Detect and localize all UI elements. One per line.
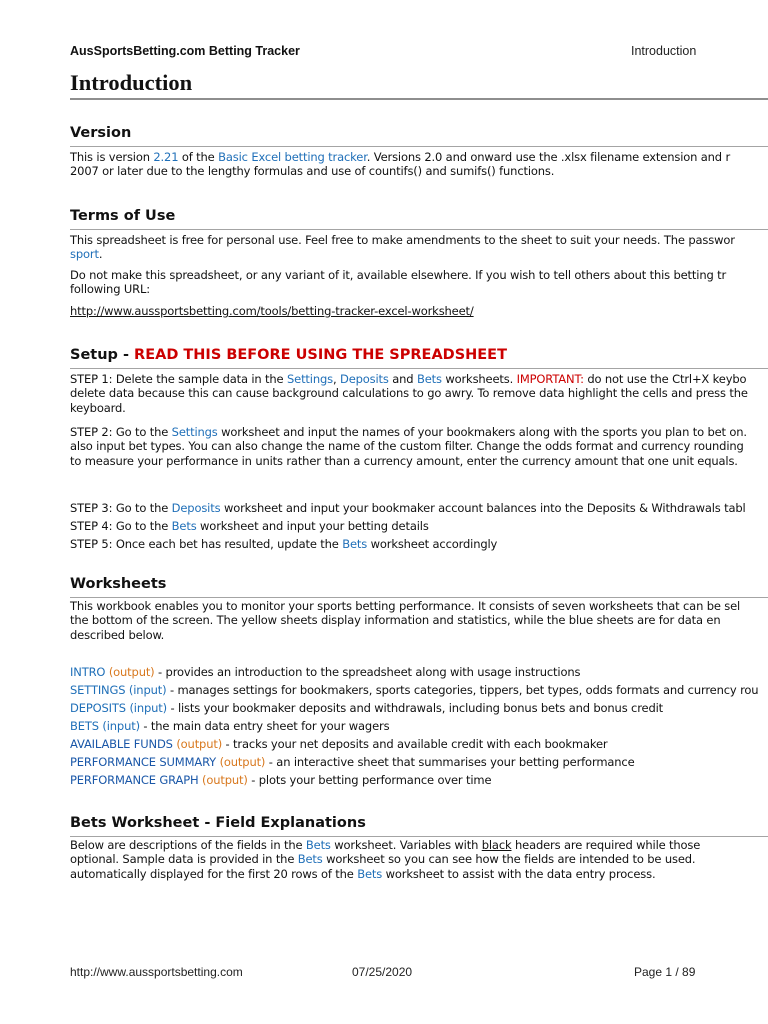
bets-fields-divider [70, 836, 768, 837]
page-number: Page 1 / 89 [634, 965, 696, 979]
list-item: AVAILABLE FUNDS (output) - tracks your net deposits and available credit with each bookmaker [70, 737, 608, 751]
version-divider [70, 146, 768, 147]
worksheets-heading: Worksheets [70, 576, 167, 592]
worksheet-name: DEPOSITS [70, 701, 126, 715]
tracker-url-link[interactable]: http://www.aussportsbetting.com/tools/betting-tracker-excel-worksheet/ [70, 304, 474, 318]
terms-divider [70, 229, 768, 230]
document-title: AusSportsBetting.com Betting Tracker [70, 44, 300, 58]
step-2: STEP 2: Go to the Settings worksheet and input the names of your bookmakers along with the sports you plan to bet on. also input bet types. You can also change the name of the custom filter. Change the odds format and currency rounding to measure your performance in units rather than a currency amount, enter the currency amount that one unit equals. [70, 425, 747, 468]
list-item: INTRO (output) - provides an introduction to the spreadsheet along with usage instructions [70, 665, 581, 679]
terms-heading: Terms of Use [70, 208, 176, 224]
version-paragraph: This is version 2.21 of the Basic Excel betting tracker. Versions 2.0 and onward use the .xlsx filename extension and r 2007 or later due to the lengthy formulas and use of countifs() and sumifs() functions. [70, 150, 731, 179]
step-5: STEP 5: Once each bet has resulted, update the Bets worksheet accordingly [70, 537, 498, 551]
list-item: SETTINGS (input) - manages settings for bookmakers, sports categories, tippers, bet types, odds formats and currency rou [70, 683, 759, 697]
list-item: PERFORMANCE SUMMARY (output) - an interactive sheet that summarises your betting performance [70, 755, 635, 769]
password-word: sport [70, 247, 99, 262]
worksheet-name: PERFORMANCE SUMMARY [70, 755, 217, 769]
bets-fields-heading: Bets Worksheet - Field Explanations [70, 815, 366, 831]
version-number: 2.21 [153, 150, 179, 164]
list-item: BETS (input) - the main data entry sheet for your wagers [70, 719, 390, 733]
worksheet-name: SETTINGS [70, 683, 126, 697]
black-headers-term: black [481, 838, 512, 852]
worksheet-name: PERFORMANCE GRAPH [70, 773, 199, 787]
version-heading: Version [70, 125, 132, 141]
terms-paragraph-2: Do not make this spreadsheet, or any variant of it, available elsewhere. If you wish to tell others about this betting tr following URL: [70, 268, 727, 297]
page-title: Introduction [70, 70, 193, 95]
worksheet-name: INTRO [70, 665, 106, 679]
terms-paragraph-1: This spreadsheet is free for personal use. Feel free to make amendments to the sheet to suit your needs. The passwor sport. [70, 233, 735, 262]
step-3: STEP 3: Go to the Deposits worksheet and input your bookmaker account balances into the Deposits & Withdrawals tabl [70, 501, 746, 515]
important-label: IMPORTANT: [516, 372, 584, 386]
list-item: DEPOSITS (input) - lists your bookmaker deposits and withdrawals, including bonus bets and bonus credit [70, 701, 664, 715]
worksheets-divider [70, 597, 768, 598]
header-section-name: Introduction [631, 44, 697, 58]
setup-divider [70, 368, 768, 369]
footer-date: 07/25/2020 [352, 965, 413, 979]
worksheets-paragraph: This workbook enables you to monitor your sports betting performance. It consists of seven worksheets that can be sel the bottom of the screen. The yellow sheets display information and statistics, while the blue sheets are for data en described below. [70, 599, 741, 642]
bets-fields-paragraph: Below are descriptions of the fields in the Bets worksheet. Variables with black headers are required while those optional. Sample data is provided in the Bets worksheet so you can see how the fields are intended to be used. automatically displayed for the first 20 rows of the Bets worksheet to assist with the data entry process. [70, 838, 701, 881]
title-divider [70, 98, 768, 100]
list-item: PERFORMANCE GRAPH (output) - plots your betting performance over time [70, 773, 492, 787]
worksheet-list [70, 665, 768, 791]
worksheet-name: BETS [70, 719, 99, 733]
setup-heading: Setup - READ THIS BEFORE USING THE SPREADSHEET [70, 347, 507, 363]
product-name: Basic Excel betting tracker [218, 150, 367, 164]
footer-url: http://www.aussportsbetting.com [70, 965, 243, 979]
step-4: STEP 4: Go to the Bets worksheet and input your betting details [70, 519, 429, 533]
worksheet-name: AVAILABLE FUNDS [70, 737, 173, 751]
setup-warning: READ THIS BEFORE USING THE SPREADSHEET [134, 347, 507, 363]
step-1: STEP 1: Delete the sample data in the Settings, Deposits and Bets worksheets. IMPORTANT: do not use the Ctrl+X keybo delete data because this can cause background calculations to go awry. To remove data highlight the cells and press the keyboard. [70, 372, 748, 415]
